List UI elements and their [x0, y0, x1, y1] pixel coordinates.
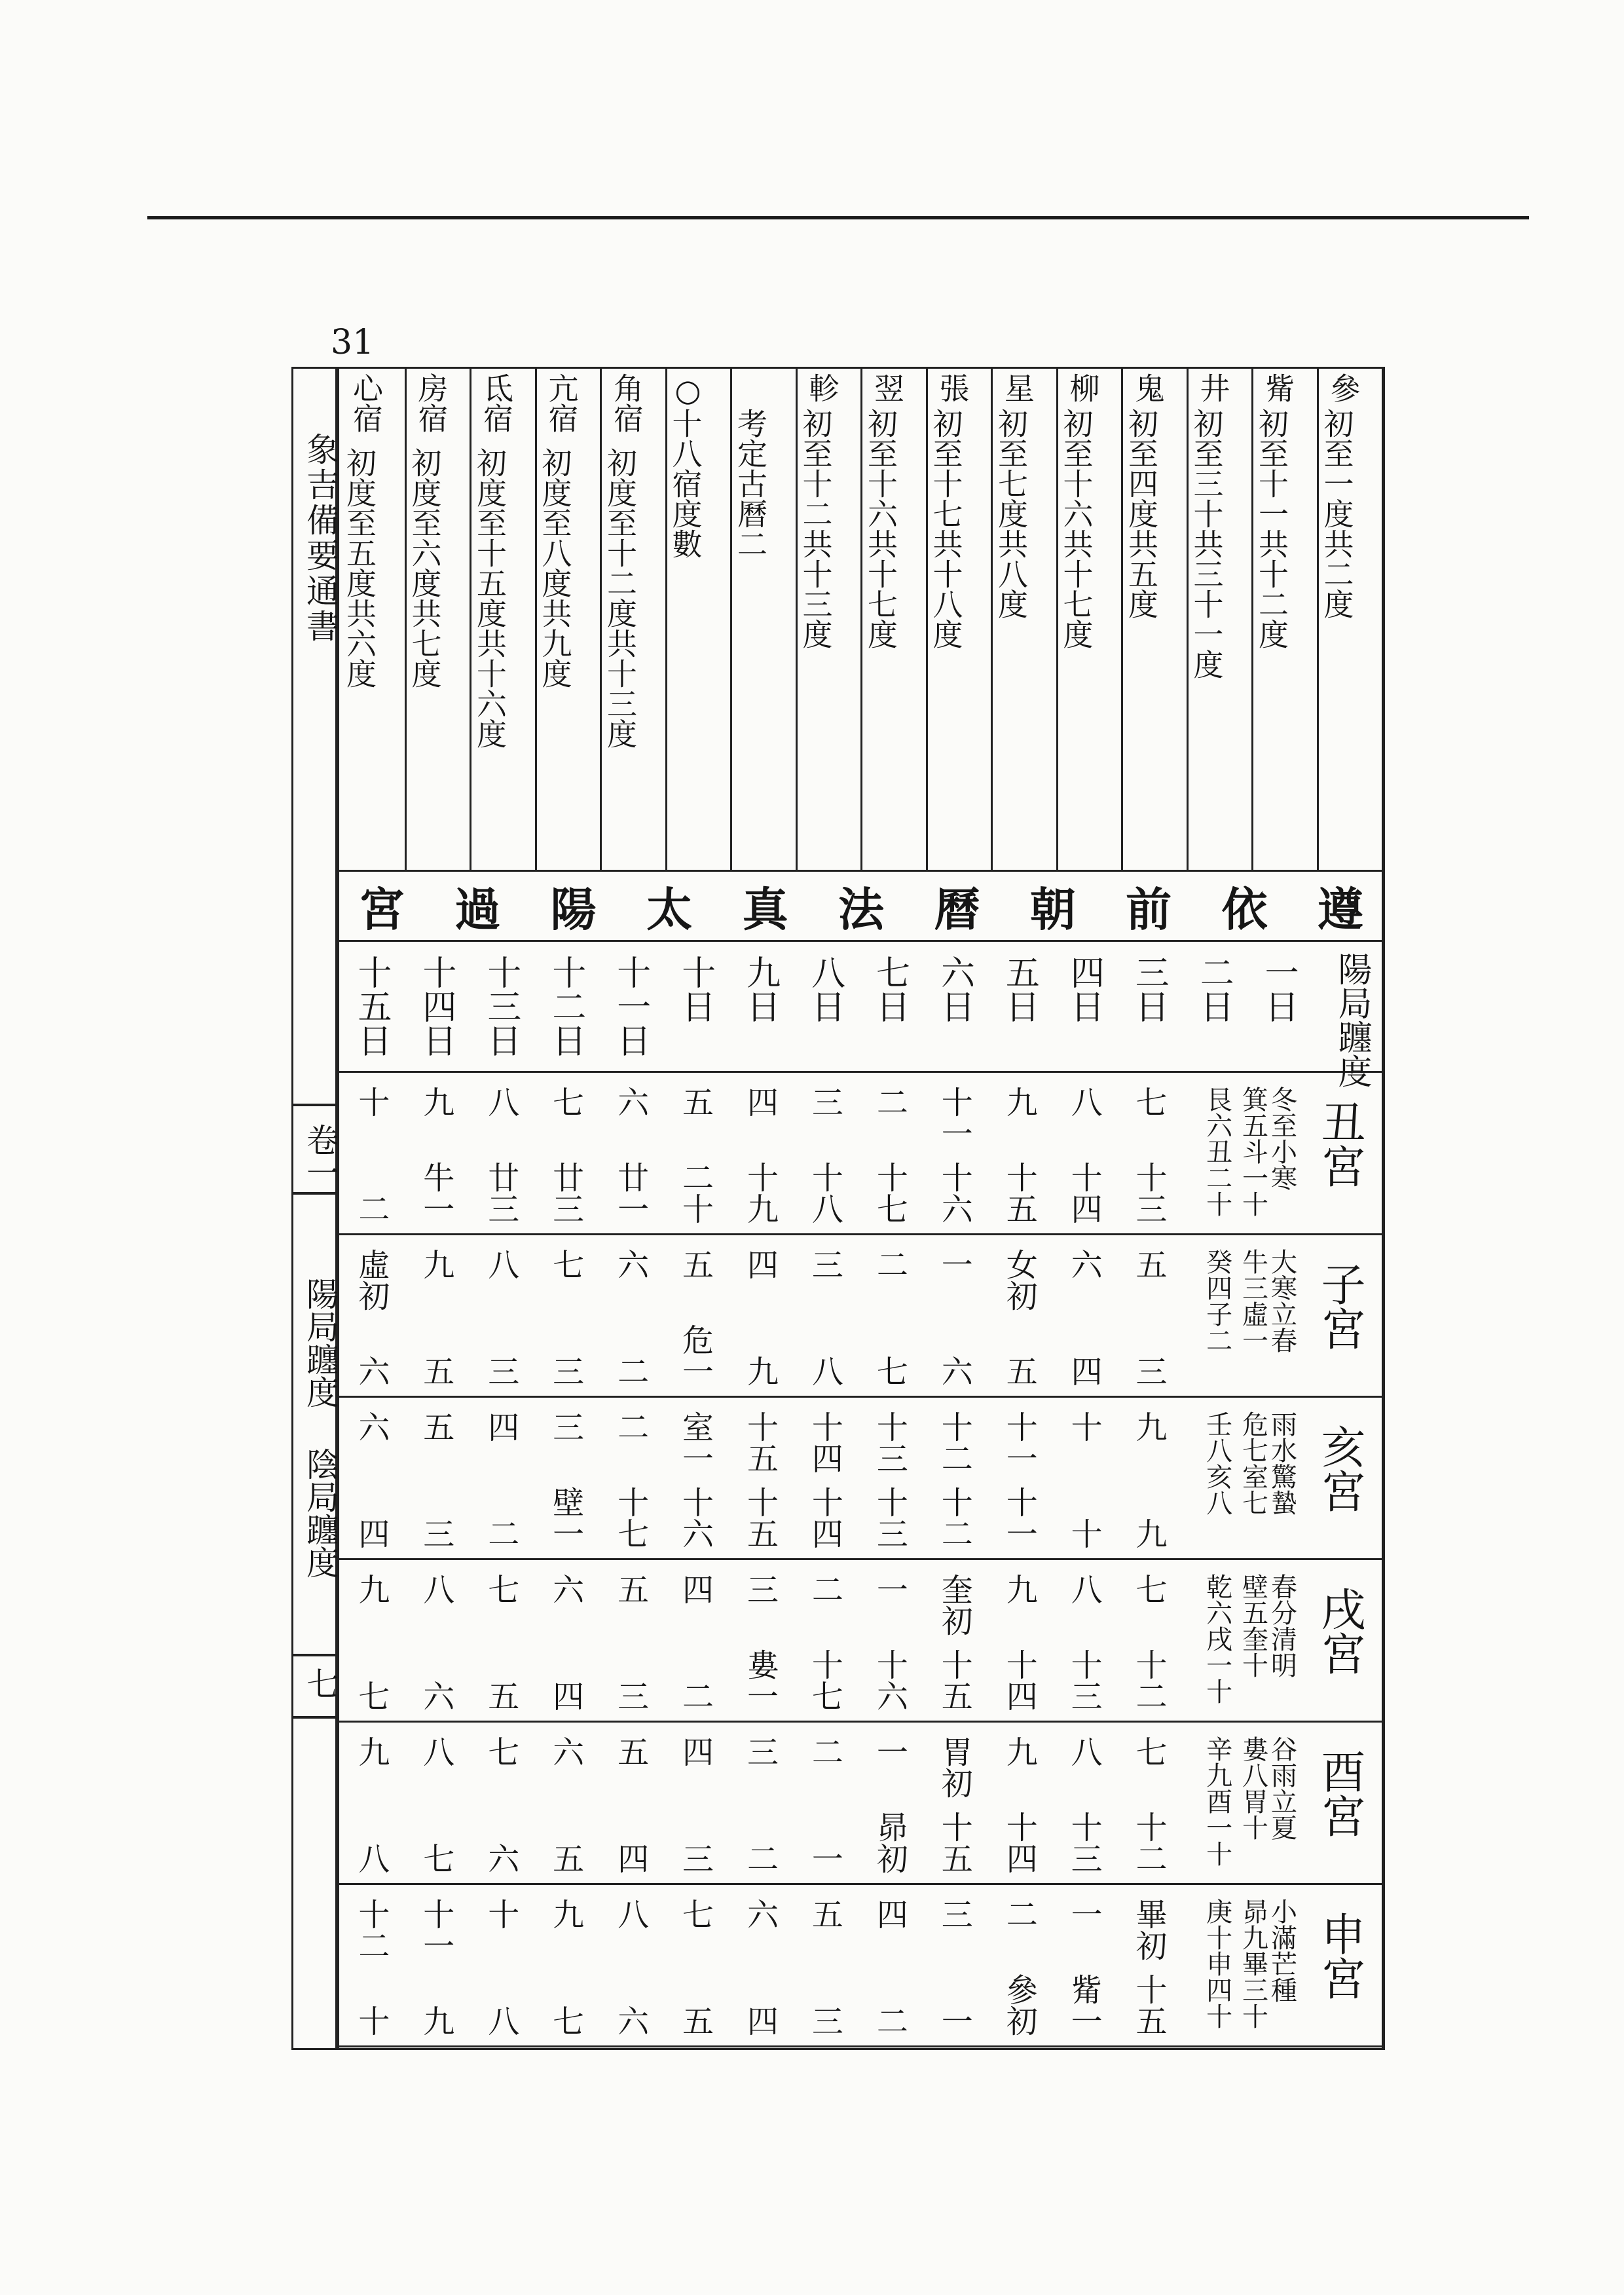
- degree-top: 五: [676, 1248, 714, 1280]
- degree-top: 九: [1001, 1736, 1038, 1767]
- day-label: 十四日: [416, 955, 456, 1057]
- mansion-name: 柳: [1065, 373, 1101, 403]
- palace-name: 子宮: [1314, 1261, 1365, 1351]
- degree-top: 六: [352, 1411, 390, 1442]
- degree-bottom: 參初: [1001, 1973, 1038, 2036]
- degree-top: 庚十申四十: [1202, 1898, 1232, 2029]
- degree-bottom: 十三: [1065, 1811, 1103, 1874]
- degree-top: 十: [1065, 1411, 1103, 1442]
- strip-divider: [796, 369, 798, 870]
- degree-bottom: 三: [806, 2005, 843, 2036]
- book-title: 象吉備要通書: [301, 432, 339, 644]
- strip-divider: [730, 369, 732, 870]
- degree-bottom: 十五: [1130, 1973, 1168, 2036]
- degree-top: 四: [482, 1411, 519, 1442]
- degree-bottom: 五: [547, 1842, 584, 1874]
- palace-name: 丑宮: [1314, 1099, 1365, 1188]
- banner-char: 太: [646, 882, 693, 937]
- degree-bottom: 三: [612, 1680, 649, 1711]
- degree-top: 二: [1001, 1898, 1038, 1930]
- mansion-column: [991, 369, 1056, 870]
- degree-top: 十一: [936, 1086, 973, 1149]
- day-label: 十二日: [545, 955, 585, 1057]
- degree-top: 九: [1001, 1086, 1038, 1117]
- degree-top: 九: [352, 1573, 390, 1605]
- degree-top: 五: [417, 1411, 454, 1442]
- mansion-name: 參: [1325, 373, 1361, 403]
- degree-bottom: 七: [547, 2005, 584, 2036]
- degree-bottom: 十二: [1130, 1649, 1168, 1711]
- degree-top: 胃初: [936, 1736, 973, 1799]
- degree-top: 五: [806, 1898, 843, 1930]
- degree-bottom: 十四: [1065, 1161, 1103, 1224]
- banner-char: 曆: [934, 882, 980, 937]
- degree-bottom: 十二: [1130, 1811, 1168, 1874]
- degree-bottom: 觜一: [1065, 1973, 1103, 2036]
- degree-top: 九: [352, 1736, 390, 1767]
- degree-top: 八: [1065, 1573, 1103, 1605]
- degree-bottom: 二十: [676, 1161, 714, 1224]
- mansion-column: [405, 369, 470, 870]
- banner-char: 依: [1221, 882, 1268, 937]
- degree-bottom: 壁一: [547, 1486, 584, 1549]
- mansion-column: [600, 369, 665, 870]
- mansion-degree-range: 初度至十五度共十六度: [472, 447, 507, 749]
- degree-top: 奎初: [936, 1573, 973, 1636]
- mansion-column: [730, 369, 796, 870]
- degree-top: 七: [482, 1736, 519, 1767]
- banner-char: 過: [454, 882, 501, 937]
- degree-top: 七: [676, 1898, 714, 1930]
- degree-top: 十: [482, 1898, 519, 1930]
- degree-bottom: 三: [482, 1355, 519, 1387]
- mansion-column: [665, 369, 731, 870]
- mansion-column: [339, 369, 405, 870]
- mansion-column: [1056, 369, 1122, 870]
- degree-bottom: 二: [676, 1680, 714, 1711]
- degree-bottom: 十六: [936, 1161, 973, 1224]
- degree-top: 冬至小寒: [1266, 1086, 1297, 1191]
- degree-bottom: 廿一: [612, 1161, 649, 1224]
- degree-bottom: 壁五奎十: [1238, 1573, 1268, 1678]
- page-chinese-number: 七: [301, 1667, 339, 1700]
- degree-top: 七: [1130, 1086, 1168, 1117]
- strip-divider: [1121, 369, 1123, 870]
- degree-top: 虛初: [352, 1248, 390, 1311]
- day-label: 三日: [1129, 955, 1169, 1023]
- degree-bottom: 十三: [871, 1486, 908, 1549]
- degree-top: 四: [741, 1086, 779, 1117]
- banner-char: 遵: [1317, 882, 1363, 937]
- mansion-name: 井: [1195, 373, 1231, 403]
- degree-top: 十: [352, 1086, 390, 1117]
- degree-top: 八: [1065, 1086, 1103, 1117]
- degree-top: 五: [1130, 1248, 1168, 1280]
- degree-top: 一: [871, 1736, 908, 1767]
- strip-divider: [665, 369, 667, 870]
- degree-bottom: 八: [806, 1355, 843, 1387]
- title-banner: [339, 870, 1383, 942]
- palace-name: 申宮: [1314, 1911, 1365, 2000]
- mansion-name: 心宿: [348, 373, 384, 433]
- degree-top: 一: [871, 1573, 908, 1605]
- degree-top: 八: [482, 1248, 519, 1280]
- degree-bottom: 六: [352, 1355, 390, 1387]
- degree-bottom: 六: [482, 1842, 519, 1874]
- strip-divider: [1187, 369, 1189, 870]
- degree-bottom: 四: [352, 1518, 390, 1549]
- degree-bottom: 三: [547, 1355, 584, 1387]
- degree-bottom: 九: [741, 1355, 779, 1387]
- volume-label: 卷一: [301, 1123, 339, 1189]
- degree-top: 三: [806, 1248, 843, 1280]
- mansion-degree-range: 初至十七共十八度: [928, 408, 964, 649]
- degree-bottom: 二: [612, 1355, 649, 1387]
- palace-row: [339, 1398, 1383, 1560]
- yang-degree-label: 陽局躔度: [1332, 952, 1371, 1088]
- mansion-degree-range: 初度至六度共七度: [407, 447, 443, 688]
- mansion-degree-range: 初度至八度共九度: [537, 447, 573, 688]
- degree-top: 春分清明: [1266, 1573, 1297, 1678]
- degree-top: 四: [676, 1573, 714, 1605]
- mansion-degree-range: 十八宿度數: [667, 408, 703, 559]
- strip-divider: [991, 369, 993, 870]
- degree-top: 六: [741, 1898, 779, 1930]
- degree-top: 九: [1001, 1573, 1038, 1605]
- degree-bottom: 牛一: [417, 1161, 454, 1224]
- degree-bottom: 十五: [1001, 1161, 1038, 1224]
- degree-top: 壬八亥八: [1202, 1411, 1232, 1516]
- degree-bottom: 三: [676, 1842, 714, 1874]
- degree-top: 十二: [352, 1898, 390, 1961]
- day-label: 六日: [934, 955, 974, 1023]
- mansion-degree-range: 初至十二共十三度: [798, 408, 834, 649]
- degree-bottom: 危一: [676, 1324, 714, 1387]
- degree-bottom: 十七: [806, 1649, 843, 1711]
- degree-bottom: 危七室七: [1238, 1411, 1268, 1516]
- degree-top: 九: [417, 1248, 454, 1280]
- degree-bottom: 一: [936, 2005, 973, 2036]
- degree-top: 八: [1065, 1736, 1103, 1767]
- degree-bottom: 二: [352, 1193, 390, 1224]
- degree-bottom: 四: [1065, 1355, 1103, 1387]
- degree-bottom: 十四: [1001, 1811, 1038, 1874]
- degree-bottom: 十九: [741, 1161, 779, 1224]
- spine-margin: [291, 367, 337, 2050]
- degree-top: 五: [676, 1086, 714, 1117]
- degree-top: 四: [741, 1248, 779, 1280]
- degree-top: 八: [417, 1736, 454, 1767]
- degree-top: 室一: [676, 1411, 714, 1474]
- palace-row: [339, 1560, 1383, 1723]
- mansion-name: 星: [1000, 373, 1035, 403]
- mansion-name: 亢宿: [544, 373, 580, 433]
- degree-bottom: 七: [871, 1355, 908, 1387]
- degree-bottom: 十七: [871, 1161, 908, 1224]
- mansion-column: [1187, 369, 1252, 870]
- day-label: 九日: [740, 955, 780, 1023]
- mansion-degree-range: 初至十六共十七度: [863, 408, 898, 649]
- degree-bottom: 十八: [806, 1161, 843, 1224]
- degree-top: 谷雨立夏: [1266, 1736, 1297, 1840]
- degree-top: 乾六戌一十: [1202, 1573, 1232, 1704]
- degree-bottom: 十四: [1001, 1649, 1038, 1711]
- mansion-degree-range: 初至一度共二度: [1319, 408, 1355, 619]
- degree-bottom: 四: [612, 1842, 649, 1874]
- degree-top: 七: [1130, 1573, 1168, 1605]
- degree-top: 二: [806, 1736, 843, 1767]
- degree-bottom: 十六: [676, 1486, 714, 1549]
- strip-divider: [470, 369, 471, 870]
- degree-bottom: 昴初: [871, 1811, 908, 1874]
- day-label: 十三日: [481, 955, 521, 1057]
- strip-divider: [1317, 369, 1319, 870]
- degree-top: 二: [871, 1086, 908, 1117]
- degree-top: 三: [806, 1086, 843, 1117]
- palace-name: 亥宮: [1314, 1424, 1365, 1513]
- palace-name: 酉宮: [1314, 1749, 1365, 1838]
- degree-top: 雨水驚蟄: [1266, 1411, 1297, 1516]
- mansion-name: 軫: [804, 373, 840, 403]
- mansion-name: ○: [670, 373, 706, 408]
- degree-bottom: 六: [417, 1680, 454, 1711]
- mansion-name: 鬼: [1130, 373, 1166, 403]
- degree-bottom: 箕五斗一十: [1238, 1086, 1268, 1217]
- degree-top: 十一: [417, 1898, 454, 1961]
- mansion-degree-range: 初至四度共五度: [1124, 408, 1159, 619]
- degree-top: 八: [417, 1573, 454, 1605]
- strip-divider: [1056, 369, 1058, 870]
- degree-top: 六: [547, 1736, 584, 1767]
- degree-bottom: 七: [352, 1680, 390, 1711]
- day-header-row: [339, 942, 1383, 1088]
- degree-top: 六: [1065, 1248, 1103, 1280]
- degree-bottom: 二: [871, 2005, 908, 2036]
- palace-row: [339, 1235, 1383, 1398]
- degree-bottom: 一: [806, 1842, 843, 1874]
- strip-divider: [600, 369, 602, 870]
- degree-bottom: 五: [676, 2005, 714, 2036]
- day-label: 四日: [1064, 955, 1104, 1023]
- degree-top: 小滿芒種: [1266, 1898, 1297, 2003]
- strip-divider: [860, 369, 862, 870]
- section-yang-label: 陽局躔度: [301, 1277, 339, 1408]
- day-label: 五日: [999, 955, 1039, 1023]
- mansion-name: 角宿: [609, 373, 644, 433]
- mansion-degree-range: 初度至十二度共十三度: [602, 447, 638, 749]
- degree-top: 十二: [936, 1411, 973, 1474]
- degree-bottom: 十七: [612, 1486, 649, 1549]
- day-label: 二日: [1194, 955, 1234, 1023]
- degree-bottom: 婁一: [741, 1649, 779, 1711]
- top-page-rule: [147, 216, 1529, 219]
- banner-char: 真: [742, 882, 788, 937]
- degree-bottom: 十三: [1130, 1161, 1168, 1224]
- mansion-column: [926, 369, 991, 870]
- day-label: 十一日: [610, 955, 650, 1057]
- mansion-degree-range: 初至七度共八度: [993, 408, 1029, 619]
- strip-divider: [926, 369, 928, 870]
- mansion-column: [1121, 369, 1187, 870]
- degree-top: 畢初: [1130, 1898, 1168, 1961]
- degree-bottom: 三: [1130, 1355, 1168, 1387]
- degree-top: 十三: [871, 1411, 908, 1474]
- degree-bottom: 婁八胃十: [1238, 1736, 1268, 1840]
- degree-top: 二: [806, 1573, 843, 1605]
- degree-top: 三: [741, 1573, 779, 1605]
- degree-bottom: 十五: [936, 1649, 973, 1711]
- degree-top: 十四: [806, 1411, 843, 1474]
- degree-bottom: 牛三虛一: [1238, 1248, 1268, 1353]
- degree-top: 艮六丑二十: [1202, 1086, 1232, 1217]
- degree-top: 七: [1130, 1736, 1168, 1767]
- degree-bottom: 廿三: [547, 1161, 584, 1224]
- degree-bottom: 十五: [741, 1486, 779, 1549]
- degree-top: 四: [871, 1898, 908, 1930]
- degree-top: 三: [741, 1736, 779, 1767]
- day-label: 七日: [870, 955, 910, 1023]
- degree-top: 八: [612, 1898, 649, 1930]
- degree-bottom: 十四: [806, 1486, 843, 1549]
- strip-divider: [535, 369, 537, 870]
- mansion-degree-range: 初至十六共十七度: [1058, 408, 1094, 649]
- degree-top: 六: [612, 1248, 649, 1280]
- degree-top: 十五: [741, 1411, 779, 1474]
- degree-bottom: 七: [417, 1842, 454, 1874]
- degree-top: 二: [612, 1411, 649, 1442]
- mansion-column: [796, 369, 861, 870]
- day-label: 八日: [805, 955, 845, 1023]
- degree-bottom: 十三: [1065, 1649, 1103, 1711]
- palace-name: 戌宮: [1314, 1586, 1365, 1675]
- degree-bottom: 五: [1001, 1355, 1038, 1387]
- degree-bottom: 四: [547, 1680, 584, 1711]
- strip-divider: [1251, 369, 1253, 870]
- degree-bottom: 十二: [936, 1486, 973, 1549]
- section-yin-label: 陰局躔度: [301, 1447, 339, 1578]
- degree-bottom: 十六: [871, 1649, 908, 1711]
- degree-top: 五: [612, 1736, 649, 1767]
- mansion-degree-range: 考定古曆二: [733, 408, 768, 559]
- banner-char: 陽: [550, 882, 597, 937]
- banner-char: 前: [1126, 882, 1172, 937]
- degree-bottom: 十一: [1001, 1486, 1038, 1549]
- degree-top: 五: [612, 1573, 649, 1605]
- mansion-name: 張: [934, 373, 970, 403]
- degree-top: 四: [676, 1736, 714, 1767]
- banner-char: 宮: [359, 882, 405, 937]
- day-label: 十五日: [352, 955, 392, 1057]
- degree-bottom: 九: [417, 2005, 454, 2036]
- mansion-degree-range: 初至三十共三十一度: [1189, 408, 1225, 679]
- mansion-column: [1251, 369, 1317, 870]
- page-number: 31: [331, 323, 375, 362]
- degree-bottom: 六: [612, 2005, 649, 2036]
- mansion-column: [470, 369, 535, 870]
- degree-bottom: 八: [482, 2005, 519, 2036]
- degree-bottom: 五: [482, 1680, 519, 1711]
- degree-bottom: 二: [482, 1518, 519, 1549]
- mansion-name: 觜: [1261, 373, 1296, 403]
- degree-top: 六: [612, 1086, 649, 1117]
- degree-top: 女初: [1001, 1248, 1038, 1311]
- degree-top: 七: [547, 1248, 584, 1280]
- degree-bottom: 九: [1130, 1518, 1168, 1549]
- day-label: 一日: [1259, 955, 1299, 1023]
- mansion-name: 氐宿: [479, 373, 514, 433]
- degree-top: 癸四子二: [1202, 1248, 1232, 1353]
- degree-top: 二: [871, 1248, 908, 1280]
- degree-bottom: 十: [352, 2005, 390, 2036]
- degree-bottom: 十五: [936, 1811, 973, 1874]
- degree-top: 九: [1130, 1411, 1168, 1442]
- degree-bottom: 二: [741, 1842, 779, 1874]
- palace-row: [339, 1885, 1383, 2047]
- degree-top: 八: [482, 1086, 519, 1117]
- degree-top: 辛九酉一十: [1202, 1736, 1232, 1867]
- mansion-name: 翌: [870, 373, 905, 403]
- degree-bottom: 五: [417, 1355, 454, 1387]
- degree-top: 一: [936, 1248, 973, 1280]
- mansion-column: [860, 369, 926, 870]
- banner-char: 法: [838, 882, 884, 937]
- degree-bottom: 廿三: [482, 1161, 519, 1224]
- degree-bottom: 六: [936, 1355, 973, 1387]
- mansion-degree-range: 初至十一共十二度: [1254, 408, 1289, 649]
- mansion-column: [535, 369, 600, 870]
- degree-top: 十一: [1001, 1411, 1038, 1474]
- mansion-column: [1317, 369, 1382, 870]
- banner-char: 朝: [1029, 882, 1076, 937]
- degree-bottom: 十: [1065, 1518, 1103, 1549]
- degree-top: 三: [547, 1411, 584, 1442]
- strip-divider: [405, 369, 407, 870]
- degree-bottom: 四: [741, 2005, 779, 2036]
- degree-bottom: 三: [417, 1518, 454, 1549]
- degree-top: 六: [547, 1573, 584, 1605]
- degree-bottom: 八: [352, 1842, 390, 1874]
- palace-row: [339, 1073, 1383, 1235]
- palace-row: [339, 1723, 1383, 1885]
- mansion-degree-range: 初度至五度共六度: [342, 447, 377, 688]
- degree-top: 大寒立春: [1266, 1248, 1297, 1353]
- degree-top: 三: [936, 1898, 973, 1930]
- day-label: 十日: [675, 955, 715, 1023]
- degree-top: 九: [417, 1086, 454, 1117]
- degree-top: 九: [547, 1898, 584, 1930]
- degree-top: 一: [1065, 1898, 1103, 1930]
- degree-bottom: 昴九畢三十: [1238, 1898, 1268, 2029]
- degree-top: 七: [547, 1086, 584, 1117]
- degree-top: 七: [482, 1573, 519, 1605]
- mansion-name: 房宿: [413, 373, 449, 433]
